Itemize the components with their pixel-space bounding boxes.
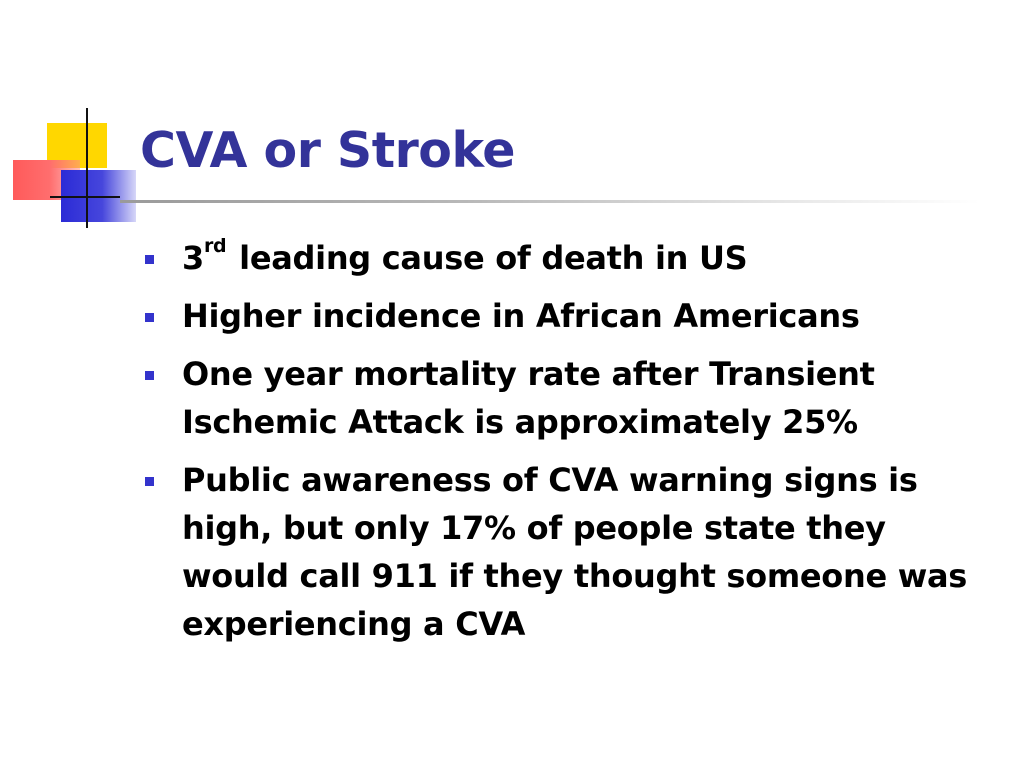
decorative-logo	[0, 0, 160, 240]
bullet-superscript: rd	[203, 234, 227, 257]
bullet-text: Higher incidence in African Americans	[182, 297, 860, 335]
bullet-square-icon	[145, 371, 154, 380]
bullet-text: Public awareness of CVA warning signs is high, but only 17% of people state they would call 911 if they thought someone was experiencing a CVA	[182, 461, 967, 643]
bullet-item	[145, 292, 995, 340]
title-divider	[120, 200, 980, 203]
bullet-prefix: 3	[182, 239, 204, 277]
slide-title: CVA or Stroke	[140, 122, 515, 179]
bullet-item	[145, 350, 995, 446]
logo-vertical-line	[86, 108, 88, 228]
logo-horizontal-line	[50, 196, 120, 198]
bullet-square-icon	[145, 313, 154, 322]
bullet-text: One year mortality rate after Transient Ischemic Attack is approximately 25%	[182, 355, 875, 441]
bullet-item	[145, 234, 995, 282]
bullet-item	[145, 456, 995, 648]
bullet-square-icon	[145, 255, 154, 264]
bullet-list	[145, 234, 995, 658]
bullet-text: leading cause of death in US	[228, 239, 748, 277]
bullet-square-icon	[145, 477, 154, 486]
